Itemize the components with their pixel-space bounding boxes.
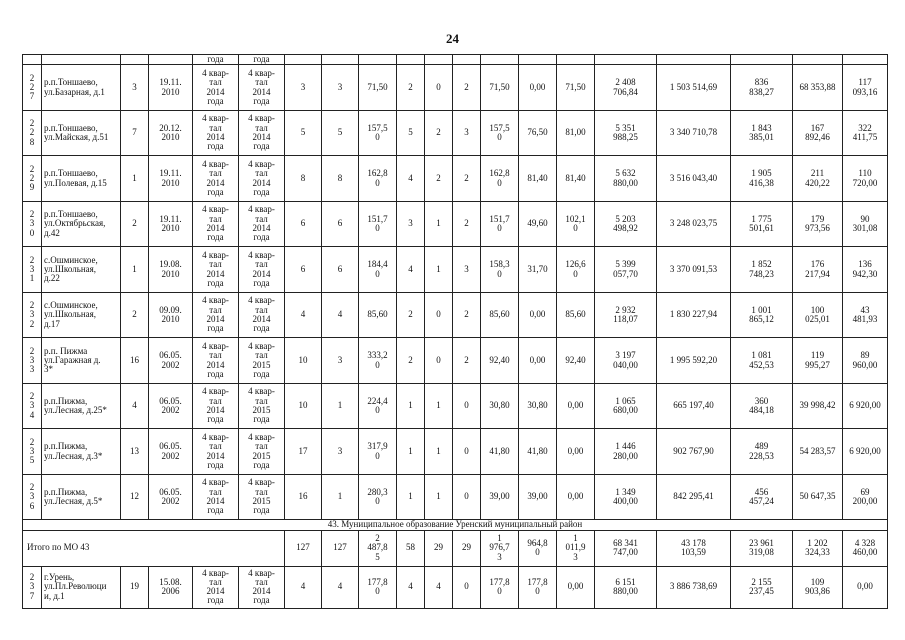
value-cell: 167 892,46 [793,110,843,156]
value-cell: 10 [285,338,322,384]
value-cell: 6 [285,247,322,293]
table-row [23,383,888,429]
value-cell: 06.05. 2002 [149,474,193,520]
value-cell: 09.09. 2010 [149,292,193,338]
value-cell: 3 197 040,00 [595,338,657,384]
total-value-cell: 127 [285,530,322,566]
row-index-cell: 2 3 0 [23,201,42,247]
value-cell: 0,00 [519,338,557,384]
value-cell: 3 [453,247,481,293]
value-cell: 89 960,00 [843,338,888,384]
value-cell: 85,60 [481,292,519,338]
value-cell: 0,00 [557,474,595,520]
value-cell: 2 [397,65,425,111]
address-cell: р.п.Пижма, ул.Лесная, д.3* [42,429,121,475]
value-cell: 3 340 710,78 [657,110,731,156]
value-cell: 4 квар- тал 2014 года [239,292,285,338]
address-cell: р.п.Тоншаево, ул.Базарная, д.1 [42,65,121,111]
value-cell: 4 [285,292,322,338]
value-cell: 43 481,93 [843,292,888,338]
value-cell: 162,8 0 [481,156,519,202]
value-cell: 6 [285,201,322,247]
value-cell: 16 [285,474,322,520]
value-cell: 2 [453,65,481,111]
value-cell: 1 [425,429,453,475]
value-cell: 41,80 [519,429,557,475]
value-cell: 3 248 023,75 [657,201,731,247]
value-cell: 2 408 706,84 [595,65,657,111]
value-cell: 2 [453,292,481,338]
value-cell: 3 [322,429,359,475]
value-cell: 157,5 0 [359,110,397,156]
value-cell: 211 420,22 [793,156,843,202]
value-cell: 151,7 0 [359,201,397,247]
header-fragment-cell: года [239,55,285,65]
value-cell: 4 квар- тал 2015 года [239,429,285,475]
table-row [23,292,888,338]
value-cell: 81,00 [557,110,595,156]
value-cell: 1 081 452,53 [731,338,793,384]
value-cell: 2 [397,338,425,384]
address-cell: с.Ошминское, ул.Школьная, д.17 [42,292,121,338]
value-cell: 1 [397,474,425,520]
value-cell: 1 843 385,01 [731,110,793,156]
value-cell: 1 [322,474,359,520]
value-cell: 3 [285,65,322,111]
value-cell: 3 [121,65,149,111]
value-cell: 1 830 227,94 [657,292,731,338]
value-cell: 4 квар- тал 2014 года [193,292,239,338]
value-cell: 1 852 748,23 [731,247,793,293]
total-value-cell: 29 [453,530,481,566]
value-cell: 4 [425,566,453,608]
value-cell: 6 920,00 [843,429,888,475]
value-cell: 6 [322,201,359,247]
value-cell: 1 [425,247,453,293]
table-row [23,429,888,475]
value-cell: 19.11. 2010 [149,65,193,111]
value-cell: 30,80 [519,383,557,429]
value-cell: 1 [322,383,359,429]
total-label: Итого по МО 43 [23,530,285,566]
value-cell: 81,40 [557,156,595,202]
value-cell: 100 025,01 [793,292,843,338]
total-value-cell: 68 341 747,00 [595,530,657,566]
value-cell: 5 203 498,92 [595,201,657,247]
value-cell: 4 квар- тал 2014 года [193,247,239,293]
value-cell: 109 903,86 [793,566,843,608]
value-cell: 1 [397,429,425,475]
value-cell: 4 квар- тал 2014 года [239,247,285,293]
value-cell: 360 484,18 [731,383,793,429]
value-cell: 8 [285,156,322,202]
value-cell: 4 квар- тал 2014 года [239,65,285,111]
value-cell: 102,1 0 [557,201,595,247]
value-cell: 5 [322,110,359,156]
value-cell: 4 квар- тал 2014 года [193,156,239,202]
value-cell: 177,8 0 [481,566,519,608]
value-cell: 19.11. 2010 [149,156,193,202]
table-row [23,566,888,608]
value-cell: 19 [121,566,149,608]
value-cell: 85,60 [557,292,595,338]
value-cell: 1 [425,474,453,520]
value-cell: 4 [397,247,425,293]
page-number: 24 [446,31,459,46]
value-cell: 184,4 0 [359,247,397,293]
value-cell: 85,60 [359,292,397,338]
value-cell: 76,50 [519,110,557,156]
value-cell: 4 [397,566,425,608]
value-cell: 4 квар- тал 2014 года [239,201,285,247]
value-cell: 224,4 0 [359,383,397,429]
value-cell: 2 [121,201,149,247]
value-cell: 4 квар- тал 2014 года [239,156,285,202]
value-cell: 68 353,88 [793,65,843,111]
address-cell: г.Урень, ул.Пл.Революци и, д.1 [42,566,121,608]
housing-register-table [22,54,888,609]
value-cell: 1 [121,156,149,202]
value-cell: 5 [285,110,322,156]
value-cell: 456 457,24 [731,474,793,520]
value-cell: 5 [397,110,425,156]
value-cell: 4 квар- тал 2014 года [193,566,239,608]
value-cell: 06.05. 2002 [149,429,193,475]
value-cell: 157,5 0 [481,110,519,156]
value-cell: 4 [397,156,425,202]
total-value-cell: 4 328 460,00 [843,530,888,566]
value-cell: 3 370 091,53 [657,247,731,293]
value-cell: 0,00 [843,566,888,608]
value-cell: 4 квар- тал 2014 года [239,110,285,156]
value-cell: 151,7 0 [481,201,519,247]
total-value-cell: 964,8 0 [519,530,557,566]
value-cell: 2 [453,338,481,384]
row-index-cell: 2 3 6 [23,474,42,520]
value-cell: 1 995 592,20 [657,338,731,384]
value-cell: 1 905 416,38 [731,156,793,202]
section-header-row [23,520,888,530]
value-cell: 177,8 0 [359,566,397,608]
total-value-cell: 58 [397,530,425,566]
row-index-cell: 2 2 7 [23,65,42,111]
value-cell: 0,00 [557,383,595,429]
address-cell: р.п.Тоншаево, ул.Октябрьская, д.42 [42,201,121,247]
table-header-fragment-row [23,55,888,65]
value-cell: 12 [121,474,149,520]
value-cell: 119 995,27 [793,338,843,384]
address-cell: р.п.Тоншаево, ул.Полевая, д.15 [42,156,121,202]
value-cell: 4 [322,566,359,608]
value-cell: 0 [453,566,481,608]
value-cell: 69 200,00 [843,474,888,520]
value-cell: 0 [425,65,453,111]
value-cell: 176 217,94 [793,247,843,293]
value-cell: 1 065 680,00 [595,383,657,429]
value-cell: 2 [453,156,481,202]
value-cell: 3 [453,110,481,156]
total-value-cell: 1 976,7 3 [481,530,519,566]
value-cell: 3 [322,65,359,111]
total-value-cell: 1 202 324,33 [793,530,843,566]
value-cell: 1 [397,383,425,429]
value-cell: 0,00 [557,429,595,475]
value-cell: 54 283,57 [793,429,843,475]
address-cell: р.п.Пижма, ул.Лесная, д.25* [42,383,121,429]
value-cell: 489 228,53 [731,429,793,475]
total-row [23,530,888,566]
value-cell: 842 295,41 [657,474,731,520]
value-cell: 5 632 880,00 [595,156,657,202]
value-cell: 162,8 0 [359,156,397,202]
value-cell: 3 [322,338,359,384]
value-cell: 110 720,00 [843,156,888,202]
row-index-cell: 2 2 9 [23,156,42,202]
value-cell: 1 [121,247,149,293]
value-cell: 7 [121,110,149,156]
total-value-cell: 127 [322,530,359,566]
value-cell: 4 квар- тал 2014 года [193,429,239,475]
value-cell: 0,00 [519,292,557,338]
value-cell: 2 [425,110,453,156]
address-cell: р.п. Пижма ул.Гаражная д. 3* [42,338,121,384]
row-index-cell: 2 3 5 [23,429,42,475]
value-cell: 30,80 [481,383,519,429]
value-cell: 0,00 [519,65,557,111]
value-cell: 15.08. 2006 [149,566,193,608]
total-value-cell: 1 011,9 3 [557,530,595,566]
table-row [23,65,888,111]
value-cell: 0 [425,338,453,384]
value-cell: 177,8 0 [519,566,557,608]
value-cell: 6 [322,247,359,293]
value-cell: 4 квар- тал 2015 года [239,383,285,429]
value-cell: 0 [453,474,481,520]
table-row [23,110,888,156]
total-value-cell: 2 487,8 5 [359,530,397,566]
value-cell: 836 838,27 [731,65,793,111]
value-cell: 4 квар- тал 2015 года [239,474,285,520]
value-cell: 2 155 237,45 [731,566,793,608]
table-row [23,338,888,384]
value-cell: 0 [425,292,453,338]
value-cell: 0 [453,429,481,475]
address-cell: р.п.Пижма, ул.Лесная, д.5* [42,474,121,520]
value-cell: 4 квар- тал 2014 года [239,566,285,608]
table-row [23,474,888,520]
value-cell: 81,40 [519,156,557,202]
value-cell: 6 151 880,00 [595,566,657,608]
value-cell: 71,50 [557,65,595,111]
value-cell: 19.11. 2010 [149,201,193,247]
value-cell: 902 767,90 [657,429,731,475]
row-index-cell: 2 3 2 [23,292,42,338]
row-index-cell: 2 3 4 [23,383,42,429]
value-cell: 3 886 738,69 [657,566,731,608]
table-row [23,247,888,293]
value-cell: 1 775 501,61 [731,201,793,247]
value-cell: 2 [425,156,453,202]
value-cell: 19.08. 2010 [149,247,193,293]
value-cell: 1 503 514,69 [657,65,731,111]
value-cell: 49,60 [519,201,557,247]
value-cell: 5 351 988,25 [595,110,657,156]
table-row [23,201,888,247]
value-cell: 2 [453,201,481,247]
value-cell: 2 932 118,07 [595,292,657,338]
row-index-cell: 2 3 7 [23,566,42,608]
value-cell: 13 [121,429,149,475]
value-cell: 0 [453,383,481,429]
value-cell: 4 квар- тал 2014 года [193,65,239,111]
value-cell: 665 197,40 [657,383,731,429]
row-index-cell: 2 2 8 [23,110,42,156]
value-cell: 1 446 280,00 [595,429,657,475]
value-cell: 1 349 400,00 [595,474,657,520]
value-cell: 06.05. 2002 [149,383,193,429]
value-cell: 3 516 043,40 [657,156,731,202]
value-cell: 1 [425,201,453,247]
row-index-cell: 2 3 3 [23,338,42,384]
value-cell: 280,3 0 [359,474,397,520]
value-cell: 4 [322,292,359,338]
value-cell: 16 [121,338,149,384]
value-cell: 8 [322,156,359,202]
value-cell: 117 093,16 [843,65,888,111]
value-cell: 71,50 [481,65,519,111]
value-cell: 92,40 [481,338,519,384]
value-cell: 179 973,56 [793,201,843,247]
value-cell: 333,2 0 [359,338,397,384]
address-cell: р.п.Тоншаево, ул.Майская, д.51 [42,110,121,156]
total-value-cell: 43 178 103,59 [657,530,731,566]
value-cell: 4 квар- тал 2014 года [193,338,239,384]
row-index-cell: 2 3 1 [23,247,42,293]
value-cell: 90 301,08 [843,201,888,247]
value-cell: 39,00 [519,474,557,520]
value-cell: 71,50 [359,65,397,111]
value-cell: 4 квар- тал 2014 года [193,383,239,429]
value-cell: 5 399 057,70 [595,247,657,293]
value-cell: 4 квар- тал 2014 года [193,110,239,156]
value-cell: 126,6 0 [557,247,595,293]
value-cell: 1 001 865,12 [731,292,793,338]
header-fragment-cell: года [193,55,239,65]
value-cell: 17 [285,429,322,475]
value-cell: 50 647,35 [793,474,843,520]
value-cell: 2 [397,292,425,338]
value-cell: 158,3 0 [481,247,519,293]
value-cell: 4 квар- тал 2014 года [193,474,239,520]
value-cell: 39 998,42 [793,383,843,429]
table-row [23,156,888,202]
value-cell: 1 [425,383,453,429]
value-cell: 322 411,75 [843,110,888,156]
value-cell: 317,9 0 [359,429,397,475]
value-cell: 20.12. 2010 [149,110,193,156]
value-cell: 136 942,30 [843,247,888,293]
value-cell: 31,70 [519,247,557,293]
total-value-cell: 23 961 319,08 [731,530,793,566]
value-cell: 4 [285,566,322,608]
value-cell: 4 квар- тал 2014 года [193,201,239,247]
value-cell: 39,00 [481,474,519,520]
value-cell: 0,00 [557,566,595,608]
value-cell: 3 [397,201,425,247]
value-cell: 92,40 [557,338,595,384]
value-cell: 41,80 [481,429,519,475]
value-cell: 06.05. 2002 [149,338,193,384]
value-cell: 6 920,00 [843,383,888,429]
section-header: 43. Муниципальное образование Уренский муниципальный район [23,520,888,530]
value-cell: 4 квар- тал 2015 года [239,338,285,384]
value-cell: 10 [285,383,322,429]
value-cell: 2 [121,292,149,338]
total-value-cell: 29 [425,530,453,566]
value-cell: 4 [121,383,149,429]
address-cell: с.Ошминское, ул.Школьная, д.22 [42,247,121,293]
